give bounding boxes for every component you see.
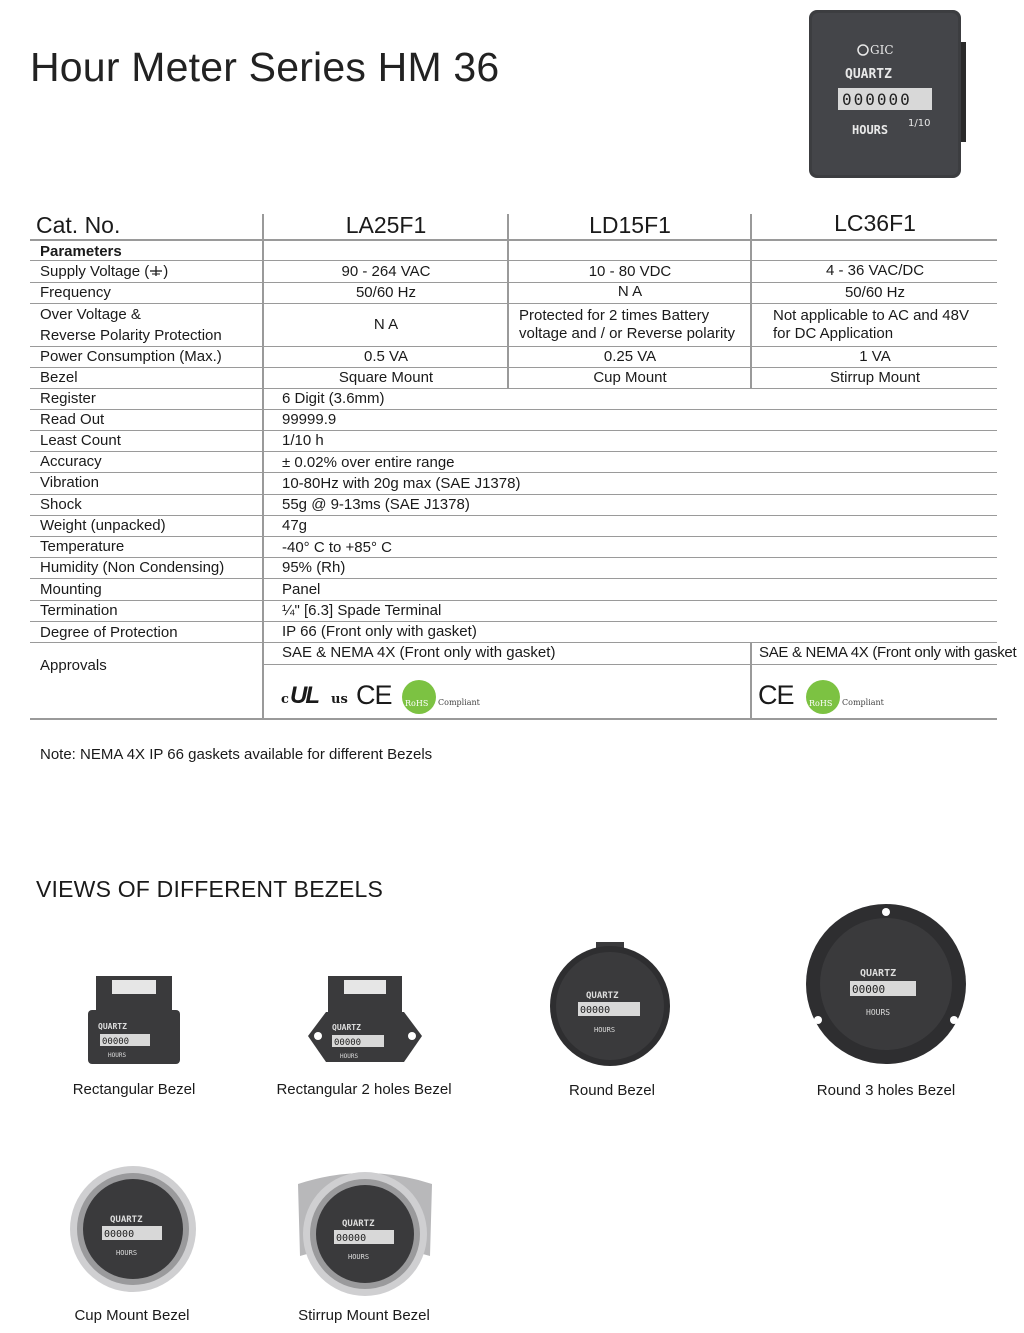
- param-weight: Weight (unpacked): [40, 517, 166, 534]
- value-accuracy: ± 0.02% over entire range: [282, 454, 455, 471]
- rohs-logo-right: RoHS: [806, 680, 840, 714]
- svg-text:HOURS: HOURS: [108, 1052, 127, 1059]
- param-bezel: Bezel: [40, 369, 78, 386]
- table-rule: [30, 303, 997, 304]
- value-degree-of-protection: IP 66 (Front only with gasket): [282, 623, 477, 640]
- round-3-holes-bezel-image: [804, 902, 968, 1066]
- table-rule: [30, 409, 997, 410]
- param-approvals: Approvals: [40, 657, 107, 674]
- ul-logo: c UL us: [281, 682, 348, 709]
- value-mounting: Panel: [282, 581, 321, 598]
- value-read-out: 99999.9: [282, 411, 337, 428]
- table-bottom-rule: [30, 718, 997, 720]
- value-frequency-ld15f1: N A: [617, 283, 643, 300]
- hero-digits: 000000: [842, 90, 912, 109]
- page-title: Hour Meter Series HM 36: [30, 44, 500, 90]
- param-vibration: Vibration: [40, 474, 99, 491]
- param-over-voltage-line1: Over Voltage &: [40, 306, 141, 323]
- table-rule: [30, 578, 997, 579]
- table-rule: [30, 430, 997, 431]
- parameters-label: Parameters: [40, 243, 122, 260]
- table-rule: [30, 621, 997, 622]
- value-least-count: 1/10 h: [282, 432, 324, 449]
- ce-mark-right: CE: [758, 680, 794, 710]
- svg-text:00000: 00000: [580, 1005, 611, 1016]
- round-bezel-image: [548, 942, 672, 1066]
- param-supply-voltage: Supply Voltage ( ): [40, 263, 169, 280]
- param-least-count: Least Count: [40, 432, 121, 449]
- param-over-voltage-line2: Reverse Polarity Protection: [40, 327, 222, 344]
- table-rule: [30, 515, 997, 516]
- approvals-right-text: SAE & NEMA 4X (Front only with gasket: [759, 644, 1017, 661]
- value-temperature: -40° C to +85° C: [282, 539, 392, 556]
- param-termination: Termination: [40, 602, 118, 619]
- model-header-lc36f1: LC36F1: [834, 210, 916, 236]
- param-degree-of-protection: Degree of Protection: [40, 624, 178, 641]
- table-rule: [30, 600, 997, 601]
- caption-round-bezel: Round Bezel: [569, 1082, 655, 1099]
- svg-text:HOURS: HOURS: [340, 1053, 359, 1060]
- section-title: VIEWS OF DIFFERENT BEZELS: [36, 876, 384, 902]
- table-column-divider: [750, 214, 752, 388]
- svg-text:QUARTZ: QUARTZ: [342, 1219, 375, 1229]
- svg-text:00000: 00000: [852, 983, 886, 996]
- param-humidity: Humidity (Non Condensing): [40, 559, 225, 576]
- value-termination: ¼" [6.3] Spade Terminal: [282, 602, 442, 619]
- rectangular-2-holes-bezel-image: [306, 972, 424, 1064]
- value-bezel-la25f1: Square Mount: [338, 369, 434, 386]
- table-rule: [30, 494, 997, 495]
- table-rule: [30, 642, 997, 643]
- value-bezel-lc36f1: Stirrup Mount: [829, 369, 921, 386]
- value-supply-voltage-lc36f1: 4 - 36 VAC/DC: [825, 262, 925, 279]
- svg-text:QUARTZ: QUARTZ: [98, 1022, 127, 1031]
- value-humidity: 95% (Rh): [282, 559, 346, 576]
- svg-text:00000: 00000: [104, 1229, 135, 1240]
- rohs-logo-left: RoHS: [402, 680, 436, 714]
- caption-round-3-holes-bezel: Round 3 holes Bezel: [816, 1082, 956, 1099]
- table-rule: [30, 388, 997, 389]
- table-rule: [264, 664, 997, 665]
- svg-text:QUARTZ: QUARTZ: [586, 991, 619, 1001]
- table-rule: [30, 472, 997, 473]
- param-shock: Shock: [40, 496, 82, 513]
- value-supply-voltage-ld15f1: 10 - 80 VDC: [588, 263, 672, 280]
- table-rule: [30, 451, 997, 452]
- value-shock: 55g @ 9-13ms (SAE J1378): [282, 496, 470, 513]
- caption-stirrup-mount-bezel: Stirrup Mount Bezel: [298, 1307, 430, 1324]
- note-text: Note: NEMA 4X IP 66 gaskets available for different Bezels: [40, 746, 433, 763]
- table-rule: [30, 536, 997, 537]
- value-over-voltage-ld15f1-line1: Protected for 2 times Battery: [519, 307, 710, 324]
- hero-fraction: 1/10: [908, 118, 931, 129]
- rohs-compliant-left: Compliant: [438, 698, 480, 707]
- caption-rectangular-bezel: Rectangular Bezel: [72, 1081, 196, 1098]
- rectangular-bezel-image: [88, 972, 180, 1064]
- param-register: Register: [40, 390, 96, 407]
- svg-text:HOURS: HOURS: [866, 1008, 891, 1017]
- value-bezel-ld15f1: Cup Mount: [593, 369, 667, 386]
- ce-mark-left: CE: [356, 680, 392, 710]
- value-over-voltage-ld15f1-line2: voltage and / or Reverse polarity: [519, 325, 735, 342]
- value-over-voltage-lc36f1-line1: Not applicable to AC and 48V: [773, 307, 969, 324]
- value-register: 6 Digit (3.6mm): [282, 390, 385, 407]
- model-header-la25f1: LA25F1: [345, 212, 427, 238]
- model-header-ld15f1: LD15F1: [589, 212, 671, 238]
- value-over-voltage-la25f1: N A: [373, 316, 399, 333]
- param-mounting: Mounting: [40, 581, 102, 598]
- value-supply-voltage-la25f1: 90 - 264 VAC: [341, 263, 431, 280]
- param-temperature: Temperature: [40, 538, 125, 555]
- table-rule: [30, 367, 997, 368]
- param-power-consumption: Power Consumption (Max.): [40, 348, 222, 365]
- param-read-out: Read Out: [40, 411, 105, 428]
- svg-text:00000: 00000: [336, 1233, 367, 1244]
- caption-rectangular-2-holes-bezel: Rectangular 2 holes Bezel: [276, 1081, 452, 1098]
- svg-text:HOURS: HOURS: [116, 1249, 138, 1257]
- ac-dc-symbol-icon: [149, 265, 163, 277]
- cat-no-header: Cat. No.: [36, 212, 121, 238]
- table-header-rule: [30, 239, 997, 241]
- hour-meter-product-image: [808, 8, 966, 180]
- param-accuracy: Accuracy: [40, 453, 102, 470]
- value-weight: 47g: [282, 517, 308, 534]
- value-frequency-la25f1: 50/60 Hz: [355, 284, 417, 301]
- svg-text:00000: 00000: [334, 1038, 362, 1048]
- table-rule: [30, 282, 997, 283]
- svg-text:QUARTZ: QUARTZ: [860, 968, 897, 979]
- value-over-voltage-lc36f1-line2: for DC Application: [773, 325, 894, 342]
- rohs-compliant-right: Compliant: [842, 698, 884, 707]
- table-column-divider: [262, 214, 264, 720]
- caption-cup-mount-bezel: Cup Mount Bezel: [74, 1307, 190, 1324]
- hero-hours: HOURS: [852, 123, 889, 137]
- svg-text:HOURS: HOURS: [594, 1026, 616, 1034]
- approvals-left-text: SAE & NEMA 4X (Front only with gasket): [282, 644, 556, 661]
- hero-quartz: QUARTZ: [845, 67, 892, 82]
- value-power-la25f1: 0.5 VA: [364, 348, 408, 365]
- table-column-divider: [750, 642, 752, 720]
- cup-mount-bezel-image: [68, 1164, 198, 1294]
- svg-text:HOURS: HOURS: [348, 1253, 370, 1261]
- value-power-ld15f1: 0.25 VA: [603, 348, 657, 365]
- value-vibration: 10-80Hz with 20g max (SAE J1378): [282, 475, 521, 492]
- table-rule: [30, 557, 997, 558]
- table-rule: [30, 346, 997, 347]
- param-frequency: Frequency: [40, 284, 111, 301]
- svg-text:QUARTZ: QUARTZ: [110, 1215, 143, 1225]
- hero-brand: GIC: [870, 43, 894, 57]
- svg-text:00000: 00000: [102, 1037, 130, 1047]
- stirrup-mount-bezel-image: [294, 1166, 436, 1298]
- value-power-lc36f1: 1 VA: [859, 348, 891, 365]
- table-column-divider: [507, 214, 509, 388]
- value-frequency-lc36f1: 50/60 Hz: [844, 284, 906, 301]
- svg-text:QUARTZ: QUARTZ: [332, 1023, 361, 1032]
- table-rule: [30, 260, 997, 261]
